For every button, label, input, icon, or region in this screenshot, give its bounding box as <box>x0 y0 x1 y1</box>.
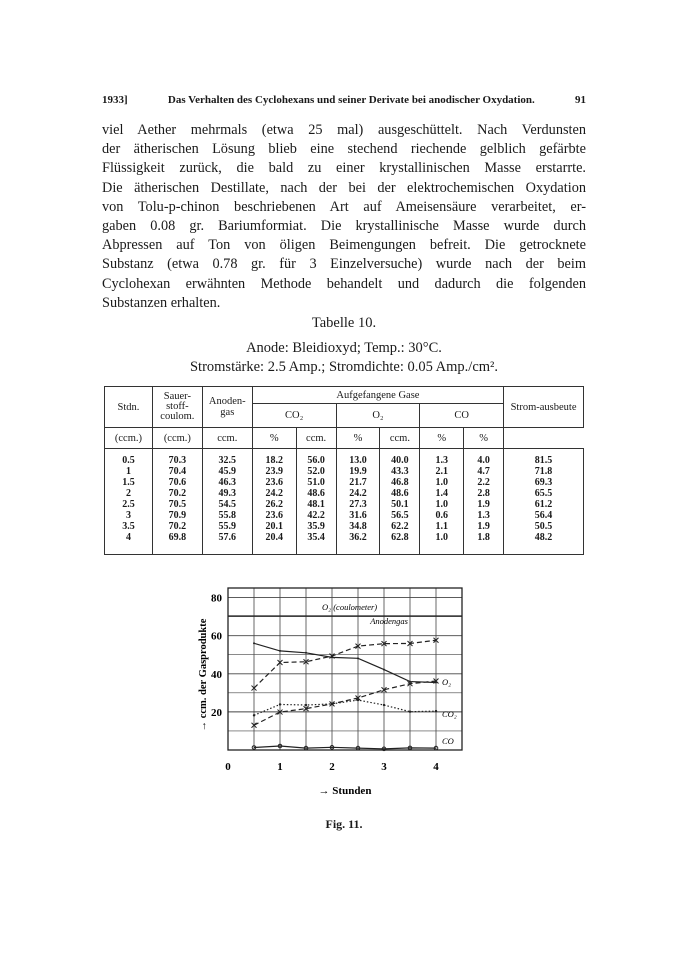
table-cell: 55.9 <box>218 521 237 532</box>
table-cell: 36.2 <box>349 532 367 543</box>
table-cell: 4.7 <box>477 466 490 477</box>
paragraph-line: Substanzen erhalten. <box>102 294 221 311</box>
table-cell: 0.6 <box>435 510 449 521</box>
page-number: 91 <box>575 94 586 106</box>
table-cell: 70.5 <box>168 499 187 510</box>
table-cell: 1.9 <box>477 521 490 532</box>
table-cell: 1.3 <box>477 510 490 521</box>
table-cell: 71.8 <box>534 466 553 477</box>
table-cell: 18.2 <box>265 455 283 466</box>
data-point-dot <box>253 714 255 716</box>
table-cell: 43.3 <box>391 466 409 477</box>
value-column <box>202 449 252 555</box>
unit-cell: (ccm.) <box>105 428 153 449</box>
data-table <box>104 386 584 555</box>
y-tick-label: 60 <box>211 630 222 643</box>
paragraph-line: Die ätherischen Destillate, nach der bei der elektrochemischen Oxydation <box>102 179 586 196</box>
table-cell: 48.2 <box>534 532 553 543</box>
data-point-dot <box>331 703 333 705</box>
table-cell: 56.0 <box>307 455 325 466</box>
paragraph-line: Flüssigkeit zurück, die bald zu einer krystallinischen Masse erstarrte. <box>102 160 586 177</box>
header-aufgefangene-gase: Aufgefangene Gase <box>252 387 503 404</box>
header-stromausbeute: Strom-ausbeute <box>504 387 584 428</box>
data-point-dot <box>435 710 437 712</box>
table-cell: 20.4 <box>265 532 283 543</box>
data-point <box>279 650 281 652</box>
header-title: Das Verhalten des Cyclohexans und seiner Derivate bei anodischer Oxydation. <box>167 94 535 106</box>
units-row <box>105 428 584 449</box>
value-column <box>336 449 380 555</box>
table-cell: 27.3 <box>349 499 367 510</box>
table-cell: 55.8 <box>218 510 237 521</box>
table-cell: 70.4 <box>168 466 187 477</box>
table-cell: 69.8 <box>168 532 187 543</box>
table-cell: 2.8 <box>477 488 490 499</box>
series-label: CO₂ <box>442 709 457 720</box>
data-point-dot <box>383 704 385 706</box>
y-axis-label: → ccm. der Gasprodukte <box>198 618 209 732</box>
table-cell: 52.0 <box>307 466 325 477</box>
data-point <box>331 656 333 658</box>
value-column <box>504 449 584 555</box>
unit-cell: % <box>420 428 464 449</box>
table-cell: 2.1 <box>435 466 449 477</box>
unit-cell: ccm. <box>202 428 252 449</box>
table-cell: 35.4 <box>307 532 325 543</box>
data-point <box>383 669 385 671</box>
table-cell: 45.9 <box>218 466 237 477</box>
data-point-dot <box>305 704 307 706</box>
table-cell: 1 <box>125 466 131 477</box>
values-row <box>105 449 584 555</box>
paragraph-line: der ätherischen Lösung blieb eine stechend riechende gelblich gefärbte <box>102 141 586 158</box>
table-cell: 70.3 <box>168 455 187 466</box>
table-cell: 19.9 <box>349 466 367 477</box>
table-cell: 32.5 <box>218 455 237 466</box>
table-cell: 46.8 <box>391 477 409 488</box>
table-cell: 46.3 <box>218 477 237 488</box>
gas-products-chart <box>190 580 480 802</box>
series-label: Anodengas <box>370 616 408 627</box>
value-column <box>296 449 336 555</box>
page-header <box>102 94 586 106</box>
table-cell: 1.8 <box>477 532 490 543</box>
table-cell: 23.9 <box>265 466 283 477</box>
table-cell: 65.5 <box>534 488 553 499</box>
table-cell: 4 <box>125 532 131 543</box>
value-column <box>380 449 420 555</box>
table-cell: 50.1 <box>391 499 409 510</box>
x-tick-label: 1 <box>277 761 283 773</box>
header-sauerstoff: Sauer-stoff-coulom. <box>152 387 202 428</box>
data-point <box>253 642 255 644</box>
table-cell: 48.6 <box>391 488 409 499</box>
table-cell: 3 <box>125 510 131 521</box>
table-cell: 1.9 <box>477 499 490 510</box>
table-cell: 54.5 <box>218 499 237 510</box>
paragraph-line: viel Aether mehrmals (etwa 25 mal) ausgeschüttelt. Nach Verdunsten <box>102 122 586 138</box>
table-cell: 56.4 <box>534 510 553 521</box>
table-cell: 3.5 <box>122 521 135 532</box>
table-cell: 50.5 <box>534 521 553 532</box>
table-cell: 1.3 <box>435 455 449 466</box>
header-co: CO <box>420 404 504 428</box>
series-label: O₂ (coulometer) <box>322 602 378 613</box>
table-cell: 2.5 <box>122 499 135 510</box>
table-cell: 40.0 <box>391 455 409 466</box>
value-column <box>420 449 464 555</box>
header-co2: CO₂ <box>252 404 336 428</box>
series-line <box>254 643 436 682</box>
table-cell: 13.0 <box>349 455 367 466</box>
unit-cell: % <box>464 428 504 449</box>
table-cell: 49.3 <box>218 488 237 499</box>
header-anodengas: Anoden-gas <box>202 387 252 428</box>
paragraph-line: von Tolu-p-chinon beschriebenen Art auf Ameisensäure verarbeitet, er- <box>102 198 586 215</box>
table-cell: 31.6 <box>349 510 367 521</box>
x-axis-label: → Stunden <box>318 785 372 797</box>
table-cell: 20.1 <box>265 521 283 532</box>
table-cell: 26.2 <box>265 499 283 510</box>
header-o2: O₂ <box>336 404 420 428</box>
paragraph-line: gaben 0.08 gr. Bariumformiat. Die krystallinische Masse wurde durch <box>102 218 586 235</box>
plot-frame <box>228 588 462 750</box>
series-label: CO <box>442 736 454 747</box>
unit-cell: ccm. <box>296 428 336 449</box>
table-cell: 24.2 <box>265 488 283 499</box>
table-cell: 34.8 <box>349 521 367 532</box>
table-conditions-1: Anode: Bleidioxyd; Temp.: 30°C. <box>246 340 442 356</box>
table-cell: 61.2 <box>534 499 553 510</box>
table-conditions-2: Stromstärke: 2.5 Amp.; Stromdichte: 0.05 Amp./cm². <box>189 359 499 375</box>
table-cell: 51.0 <box>307 477 325 488</box>
table-cell: 70.9 <box>168 510 187 521</box>
unit-cell: (ccm.) <box>152 428 202 449</box>
table-cell: 2.2 <box>477 477 490 488</box>
table-caption: Tabelle 10. <box>311 315 377 331</box>
data-point <box>305 652 307 654</box>
table-cell: 62.8 <box>391 532 409 543</box>
table-cell: 70.2 <box>168 488 187 499</box>
table-cell: 1.4 <box>435 488 449 499</box>
table-cell: 48.6 <box>307 488 325 499</box>
series-line <box>254 681 436 725</box>
table-cell: 69.3 <box>534 477 553 488</box>
unit-cell: % <box>252 428 296 449</box>
value-column <box>105 449 153 555</box>
unit-cell: ccm. <box>380 428 420 449</box>
header-stdn: Stdn. <box>105 387 153 428</box>
header-year: 1933] <box>102 94 128 106</box>
table-cell: 70.6 <box>168 477 187 488</box>
data-point <box>357 657 359 659</box>
table-cell: 21.7 <box>349 477 367 488</box>
table-cell: 1.5 <box>122 477 135 488</box>
y-tick-label: 40 <box>211 668 222 681</box>
table-cell: 42.2 <box>307 510 325 521</box>
x-tick-label: 4 <box>433 761 439 773</box>
y-tick-label: 20 <box>211 706 222 719</box>
table-cell: 23.6 <box>265 510 283 521</box>
x-tick-label: 0 <box>225 761 231 773</box>
value-column <box>252 449 296 555</box>
table-cell: 57.6 <box>218 532 237 543</box>
figure-caption: Fig. 11. <box>325 817 363 831</box>
table-cell: 2 <box>125 488 131 499</box>
table-cell: 4.0 <box>477 455 490 466</box>
x-tick-label: 2 <box>329 761 335 773</box>
unit-cell: % <box>336 428 380 449</box>
table-cell: 62.2 <box>391 521 409 532</box>
table-cell: 56.5 <box>391 510 409 521</box>
value-column <box>152 449 202 555</box>
data-point-dot <box>409 710 411 712</box>
table-cell: 48.1 <box>307 499 325 510</box>
body-paragraph <box>102 121 586 313</box>
value-column <box>464 449 504 555</box>
table-cell: 1.1 <box>435 521 449 532</box>
table-cell: 1.0 <box>435 499 449 510</box>
table-cell: 70.2 <box>168 521 187 532</box>
table-cell: 81.5 <box>534 455 553 466</box>
paragraph-line: Substanz (etwa 0.78 gr. für 3 Einzelversuche) wurde nach der beim <box>102 256 586 273</box>
table-cell: 35.9 <box>307 521 325 532</box>
table-cell: 0.5 <box>122 455 135 466</box>
table-cell: 23.6 <box>265 477 283 488</box>
paragraph-line: Abpressen auf Ton von öligen Beimengungen befreit. Die getrocknete <box>102 237 586 254</box>
data-point-dot <box>357 699 359 701</box>
paragraph-line: Cyclohexan erwähnten Methode behandelt und dadurch die folgenden <box>102 275 586 292</box>
data-point-dot <box>279 703 281 705</box>
series-label: O₂ <box>442 677 452 688</box>
x-tick-label: 3 <box>381 761 387 773</box>
table-cell: 24.2 <box>349 488 367 499</box>
table-cell: 1.0 <box>435 477 449 488</box>
y-tick-label: 80 <box>211 592 222 605</box>
table-cell: 1.0 <box>435 532 449 543</box>
